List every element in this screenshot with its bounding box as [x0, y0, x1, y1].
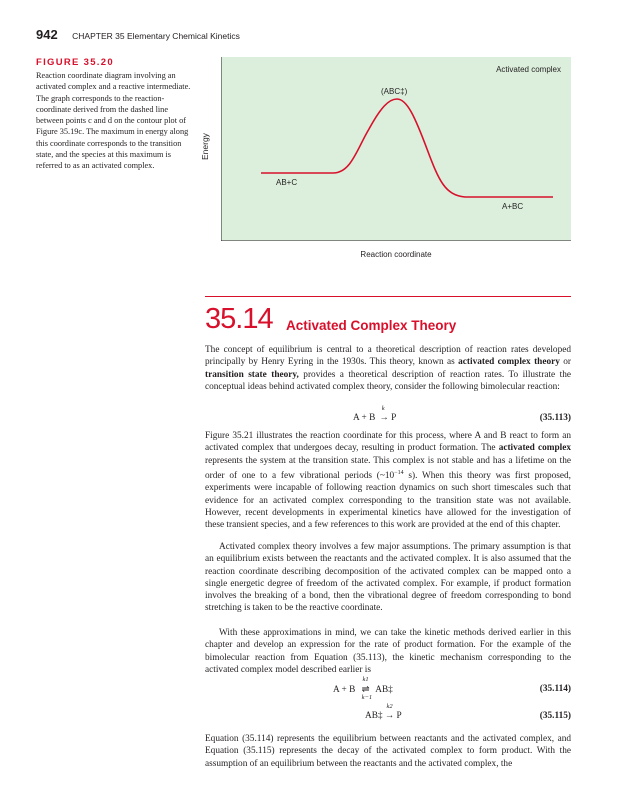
paragraph-1: The concept of equilibrium is central to a theoretical description of reaction rates developed principally by Henry Eyring in the 1930s. This theory, known as activated complex theory or transition state theory, provides a theoretical description of reaction rates. To illustrate the conceptual ideas behind activated complex theory, consider the following bimolecular reaction: [205, 345, 572, 392]
section-title: Activated Complex Theory [286, 318, 457, 333]
section-rule [205, 296, 571, 297]
equation-35-114: A + B ⇌ k1 k−1 AB‡ (35.114) [333, 676, 571, 701]
page-number: 942 [36, 27, 58, 42]
plot-svg [221, 57, 571, 241]
peak-label: (ABC‡) [381, 87, 408, 96]
y-axis-label: Energy [200, 133, 210, 160]
figure-caption: Reaction coordinate diagram involving an activated complex and a reactive intermediate. The graph corresponds to the reaction-coordinate derived from the dashed line between points c and d on the contour plot of Figure 35.19c. The maximum in energy along this coordinate corresponds to the transition state, and the species at this maximum is referred to as an activated complex. [36, 71, 191, 171]
activated-complex-label: Activated complex [496, 65, 561, 74]
reactants-label: AB+C [276, 178, 298, 187]
figure-label: FIGURE 35.20 [36, 57, 114, 68]
equation-35-115: AB‡ → k2 P (35.115) [365, 703, 571, 721]
paragraph-4: With these approximations in mind, we can take the kinetic methods derived earlier in this chapter and develop an expression for the rate of product formation. For the example of the bimolecular reaction from Equation (35.113), the kinetic mechanism corresponding to the activated complex model described earlier is [205, 628, 571, 675]
reaction-coordinate-plot [221, 57, 571, 241]
equation-number: (35.115) [539, 711, 571, 721]
equation-35-113: A + B k → P (35.113) [353, 405, 571, 423]
products-label: A+BC [502, 202, 524, 211]
paragraph-3: Activated complex theory involves a few major assumptions. The primary assumption is that an equilibrium exists between the reactants and the activated complex. It is also assumed that the reaction coordinate describing decomposition of the activated complex can be mapped onto a single energetic degree of freedom of the activated complex. For example, if product formation involves the breaking of a bond, then the vibrational degree of freedom corresponding to bond stretching is taken to be the reactive coordinate. [205, 542, 571, 614]
section-number: 35.14 [205, 303, 273, 335]
paragraph-5: Equation (35.114) represents the equilibrium between reactants and the activated complex, and Equation (35.115) represents the decay of the activated complex to form product. With the assumption of an equilibrium between the reactants and the activated complex, the [205, 734, 571, 769]
running-header [36, 26, 240, 44]
equation-number: (35.113) [539, 413, 571, 423]
chapter-title: CHAPTER 35 Elementary Chemical Kinetics [72, 31, 240, 41]
energy-curve [261, 99, 553, 197]
equation-number: (35.114) [539, 684, 571, 694]
x-axis-label: Reaction coordinate [360, 250, 432, 259]
paragraph-2: Figure 35.21 illustrates the reaction coordinate for this process, where A and B react to form an activated complex that undergoes decay, resulting in product formation. The activated complex represents the system at the transition state. This complex is not stable and has a lifetime on the order of one to a few vibrational periods ($\sim 10^{-14}$ s). When this theory was first proposed, experiments were incapable of following reaction dynamics on such short timescales such that evidence for an activated complex corresponding to the transition state was not available. However, recent developments in experimental kinetics have allowed for the investigation of these transient species, and a few references to this work are provided at the end of this chapter. [205, 431, 572, 531]
